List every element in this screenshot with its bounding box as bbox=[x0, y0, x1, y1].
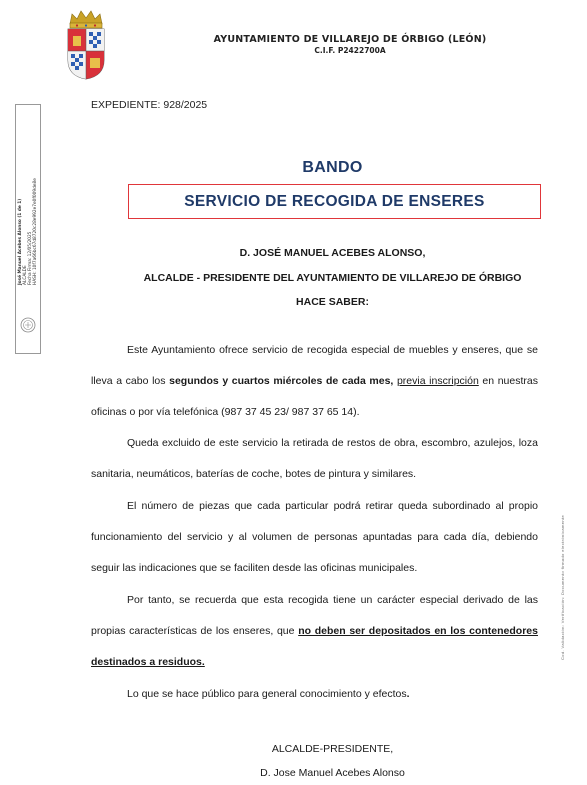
p5-period: . bbox=[406, 688, 410, 700]
paragraph-5 bbox=[91, 679, 538, 710]
right-margin-validation-text: Cod. Validación: Verificación: Documento firmado electrónicamente bbox=[560, 514, 565, 660]
signature-date: Fecha Firma: 12/05/2025 bbox=[28, 231, 33, 285]
p3-text: El número de piezas que cada particular podrá retirar queda subordinado al propio funcionamiento del servicio y al volumen de personas apuntadas para cada día, debiendo seguir las indicaciones que se faciliten desde las oficinas municipales. bbox=[91, 500, 538, 574]
p1-bold-schedule: segundos y cuartos miércoles de cada mes, bbox=[169, 375, 394, 387]
p1-underlined-inscription: previa inscripción bbox=[396, 375, 479, 387]
p1-text-e: en nuestras oficinas o por vía telefónica (987 37 45 23/ 987 37 65 14). bbox=[91, 375, 538, 418]
signature-hash: HASH: 10f7a66bc67d8720c28e992e7e0f009de8e bbox=[33, 178, 38, 285]
document-type-heading: BANDO bbox=[302, 159, 363, 176]
p4-bold-underlined-warning: no deben ser depositados en los contenedores destinados a residuos. bbox=[91, 625, 538, 668]
mayor-name: D. JOSÉ MANUEL ACEBES ALONSO, bbox=[239, 247, 426, 259]
electronic-signature-strip bbox=[15, 104, 41, 354]
mayor-role: ALCALDE - PRESIDENTE DEL AYUNTAMIENTO DE VILLAREJO DE ÓRBIGO bbox=[143, 272, 522, 284]
paragraph-2 bbox=[91, 428, 538, 490]
paragraph-4 bbox=[91, 585, 538, 678]
signature-name-line: D. Jose Manuel Acebes Alonso bbox=[260, 767, 405, 779]
p2-text: Queda excluido de este servicio la retirada de restos de obra, escombro, azulejos, loza sanitaria, neumáticos, baterías de coche, botes de pintura y similares. bbox=[91, 437, 538, 480]
p4-text-a: Por tanto, se recuerda que esta recogida tiene un carácter especial derivado de las propias características de los enseres, que bbox=[91, 594, 538, 637]
signature-role: ALCALDE bbox=[23, 265, 28, 285]
p5-text: Lo que se hace público para general conocimiento y efectos bbox=[127, 688, 407, 700]
paragraph-3 bbox=[91, 491, 538, 584]
p1-text-a: Este Ayuntamiento ofrece servicio de recogida especial de muebles y enseres, que se lleva a cabo los bbox=[91, 344, 538, 387]
signature-role-line: ALCALDE-PRESIDENTE, bbox=[271, 743, 394, 755]
signature-text bbox=[18, 85, 38, 285]
expediente-number: EXPEDIENTE: 928/2025 bbox=[91, 99, 208, 111]
document-title: SERVICIO DE RECOGIDA DE ENSERES bbox=[184, 192, 485, 210]
coat-of-arms-logo bbox=[64, 8, 108, 80]
paragraph-1 bbox=[91, 335, 538, 428]
seal-icon bbox=[20, 317, 36, 333]
title-box bbox=[128, 184, 541, 219]
header-cif: C.I.F. P2422700A bbox=[314, 46, 386, 55]
header-organization: AYUNTAMIENTO DE VILLAREJO DE ÓRBIGO (LEÓN) bbox=[213, 34, 487, 45]
signature-signer: José Manuel Acebes Alonso (1 de 1) bbox=[18, 198, 23, 285]
hace-saber: HACE SABER: bbox=[296, 296, 369, 308]
